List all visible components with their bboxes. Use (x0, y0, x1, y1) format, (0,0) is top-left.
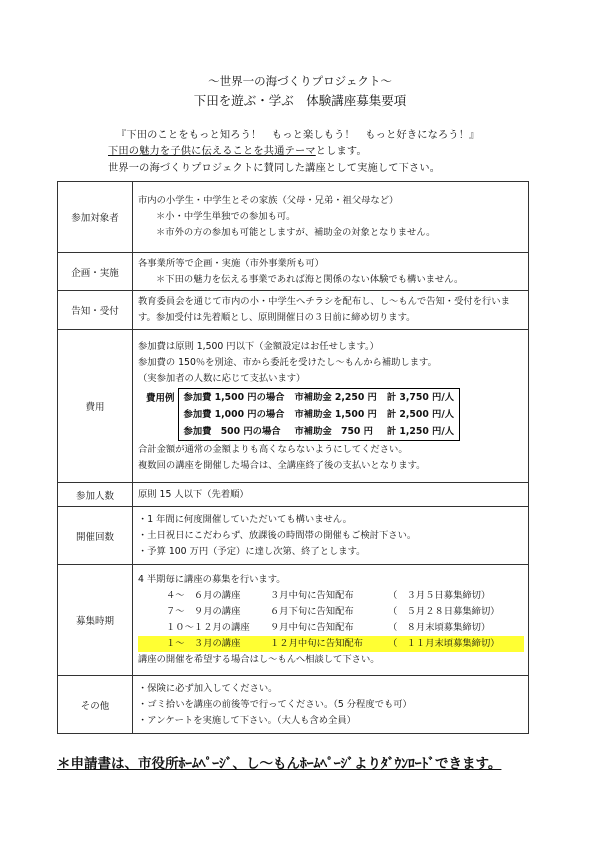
schedule-course: １０～１２月の講座 (166, 622, 250, 633)
fee-example-row (178, 406, 460, 423)
schedule-course: １～ ３月の講座 (166, 638, 241, 649)
row-count (58, 483, 529, 507)
text-line: 合計金額が通常の金額よりも高くならないようにしてください。 (138, 443, 408, 455)
fee-cell: 参加費 1,000 円の場合 (183, 408, 285, 420)
intro-theme-underlined: 下田の魅力を子供に伝えることを共通テーマ (108, 146, 316, 157)
text-line: ＊小・中学生単独での参加も可。 (156, 211, 296, 222)
row-planning (58, 253, 529, 291)
page-title: 下田を遊ぶ・学ぶ 体験講座募集要項 (193, 93, 407, 108)
text-line: ・保険に必ず加入してください。 (138, 682, 278, 694)
text-line: ・土日祝日にこだわらず、放課後の時間帯の開催もご検討下さい。 (138, 529, 417, 541)
text-line: ＊下田の魅力を伝える事業であれば海と関係のない体験でも構いません。 (156, 273, 464, 285)
fee-example-row (178, 423, 460, 441)
schedule-item (138, 620, 524, 636)
subsidy-cell: 市補助金 2,250 円 (294, 391, 377, 403)
project-subtitle: ～世界一の海づくりプロジェクト～ (208, 74, 392, 88)
subsidy-cell: 市補助金 1,500 円 (294, 408, 377, 420)
text-line: 参加費は原則 1,500 円以下（金額設定はお任せします。） (138, 340, 379, 352)
schedule-deadline: （ ３月５日募集締切） (388, 590, 491, 601)
row-fee (58, 330, 529, 483)
content-fee (133, 330, 529, 483)
total-cell: 計 2,500 円/人 (386, 408, 455, 420)
total-cell: 計 1,250 円/人 (386, 425, 455, 437)
text-line: 各事業所等で企画・実施（市外事業所も可） (138, 257, 324, 269)
content-planning (133, 253, 529, 291)
intro-theme-rest: とします。 (315, 146, 367, 157)
fee-cell: 参加費 1,500 円の場合 (183, 391, 285, 403)
fee-example-label: 費用例 (146, 392, 175, 404)
subsidy-cell: 市補助金 750 円 (294, 425, 373, 437)
text-line: 教育委員会を通じて市内の小・中学生へチラシを配布し、し～もんで告知・受付を行いま (138, 296, 510, 307)
schedule-deadline: （ ８月末頃募集締切） (388, 622, 491, 633)
schedule-item (138, 604, 524, 620)
requirements-table (57, 181, 529, 734)
content-notice (133, 291, 529, 330)
text-line: 4 半期毎に講座の募集を行います。 (138, 574, 286, 585)
schedule-item (138, 588, 524, 604)
text-line: ・ゴミ拾いを講座の前後等で行ってください。（5 分程度でも可） (138, 698, 412, 710)
content-count (133, 483, 529, 507)
label-other: その他 (58, 676, 133, 734)
text-line: 市内の小学生・中学生とその家族（父母・兄弟・祖父母など） (138, 195, 399, 206)
row-notice (58, 291, 529, 330)
text-line: （実参加者の人数に応じて支払います） (138, 372, 306, 384)
label-count: 参加人数 (58, 483, 133, 507)
text-line: ・1 年間に何度開催していただいても構いません。 (138, 513, 352, 525)
schedule-course: ７～ ９月の講座 (166, 606, 241, 617)
label-frequency: 開催回数 (58, 507, 133, 565)
label-fee: 費用 (58, 330, 133, 483)
text-line: ＊市外の方の参加も可能としますが、補助金の対象となりません。 (156, 227, 436, 238)
content-schedule (133, 565, 529, 676)
text-line: 講座の開催を希望する場合はし～もんへ相談して下さい。 (138, 654, 380, 665)
text-line: ・予算 100 万円（予定）に達し次第、終了とします。 (138, 545, 366, 557)
text-line: 複数回の講座を開催した場合は、全講座終了後の支払いとなります。 (138, 459, 426, 471)
row-frequency (58, 507, 529, 565)
intro-slogan: 『下田のことをもっと知ろう！ もっと楽しもう！ もっと好きになろう！』 (116, 130, 480, 141)
intro-note: 世界一の海づくりプロジェクトに賛同した講座として実施して下さい。 (108, 163, 441, 174)
row-target (58, 182, 529, 253)
text-line: ・アンケートを実施して下さい。（大人も含め全員） (138, 714, 356, 726)
row-other (58, 676, 529, 734)
row-schedule (58, 565, 529, 676)
fee-example-table (178, 388, 461, 441)
text-line: す。参加受付は先着順とし、原則開催日の３日前に締め切ります。 (138, 312, 416, 323)
content-target (133, 182, 529, 253)
schedule-notice: ６月下旬に告知配布 (270, 606, 354, 617)
schedule-notice: ９月中旬に告知配布 (270, 622, 354, 633)
content-frequency (133, 507, 529, 565)
fee-example-row (178, 388, 460, 406)
intro-theme (108, 142, 367, 157)
application-download-note: ＊申請書は、市役所ﾎｰﾑﾍﾟｰｼﾞ、し～もんﾎｰﾑﾍﾟｰｼﾞよりﾀﾞｳﾝﾛｰﾄﾞできます。 (57, 756, 502, 772)
schedule-deadline: （ ５月２８日募集締切） (388, 606, 500, 617)
fee-cell: 参加費 500 円の場合 (183, 425, 281, 437)
total-cell: 計 3,750 円/人 (386, 391, 455, 403)
text-line: 参加費の 150％を別途、市から委託を受けたし～もんから補助します。 (138, 356, 437, 368)
schedule-notice: ３月中旬に告知配布 (270, 590, 354, 601)
text-line: 原則 15 人以下（先着順） (138, 488, 249, 500)
schedule-notice: １２月中旬に告知配布 (270, 638, 363, 649)
schedule-deadline: （ １１月末頃募集締切） (388, 638, 500, 649)
label-schedule: 募集時期 (58, 565, 133, 676)
content-other (133, 676, 529, 734)
schedule-course: ４～ ６月の講座 (166, 590, 241, 601)
label-target: 参加対象者 (58, 182, 133, 253)
schedule-item-highlighted (138, 636, 524, 652)
fee-example (138, 388, 524, 441)
label-planning: 企画・実施 (58, 253, 133, 291)
label-notice: 告知・受付 (58, 291, 133, 330)
